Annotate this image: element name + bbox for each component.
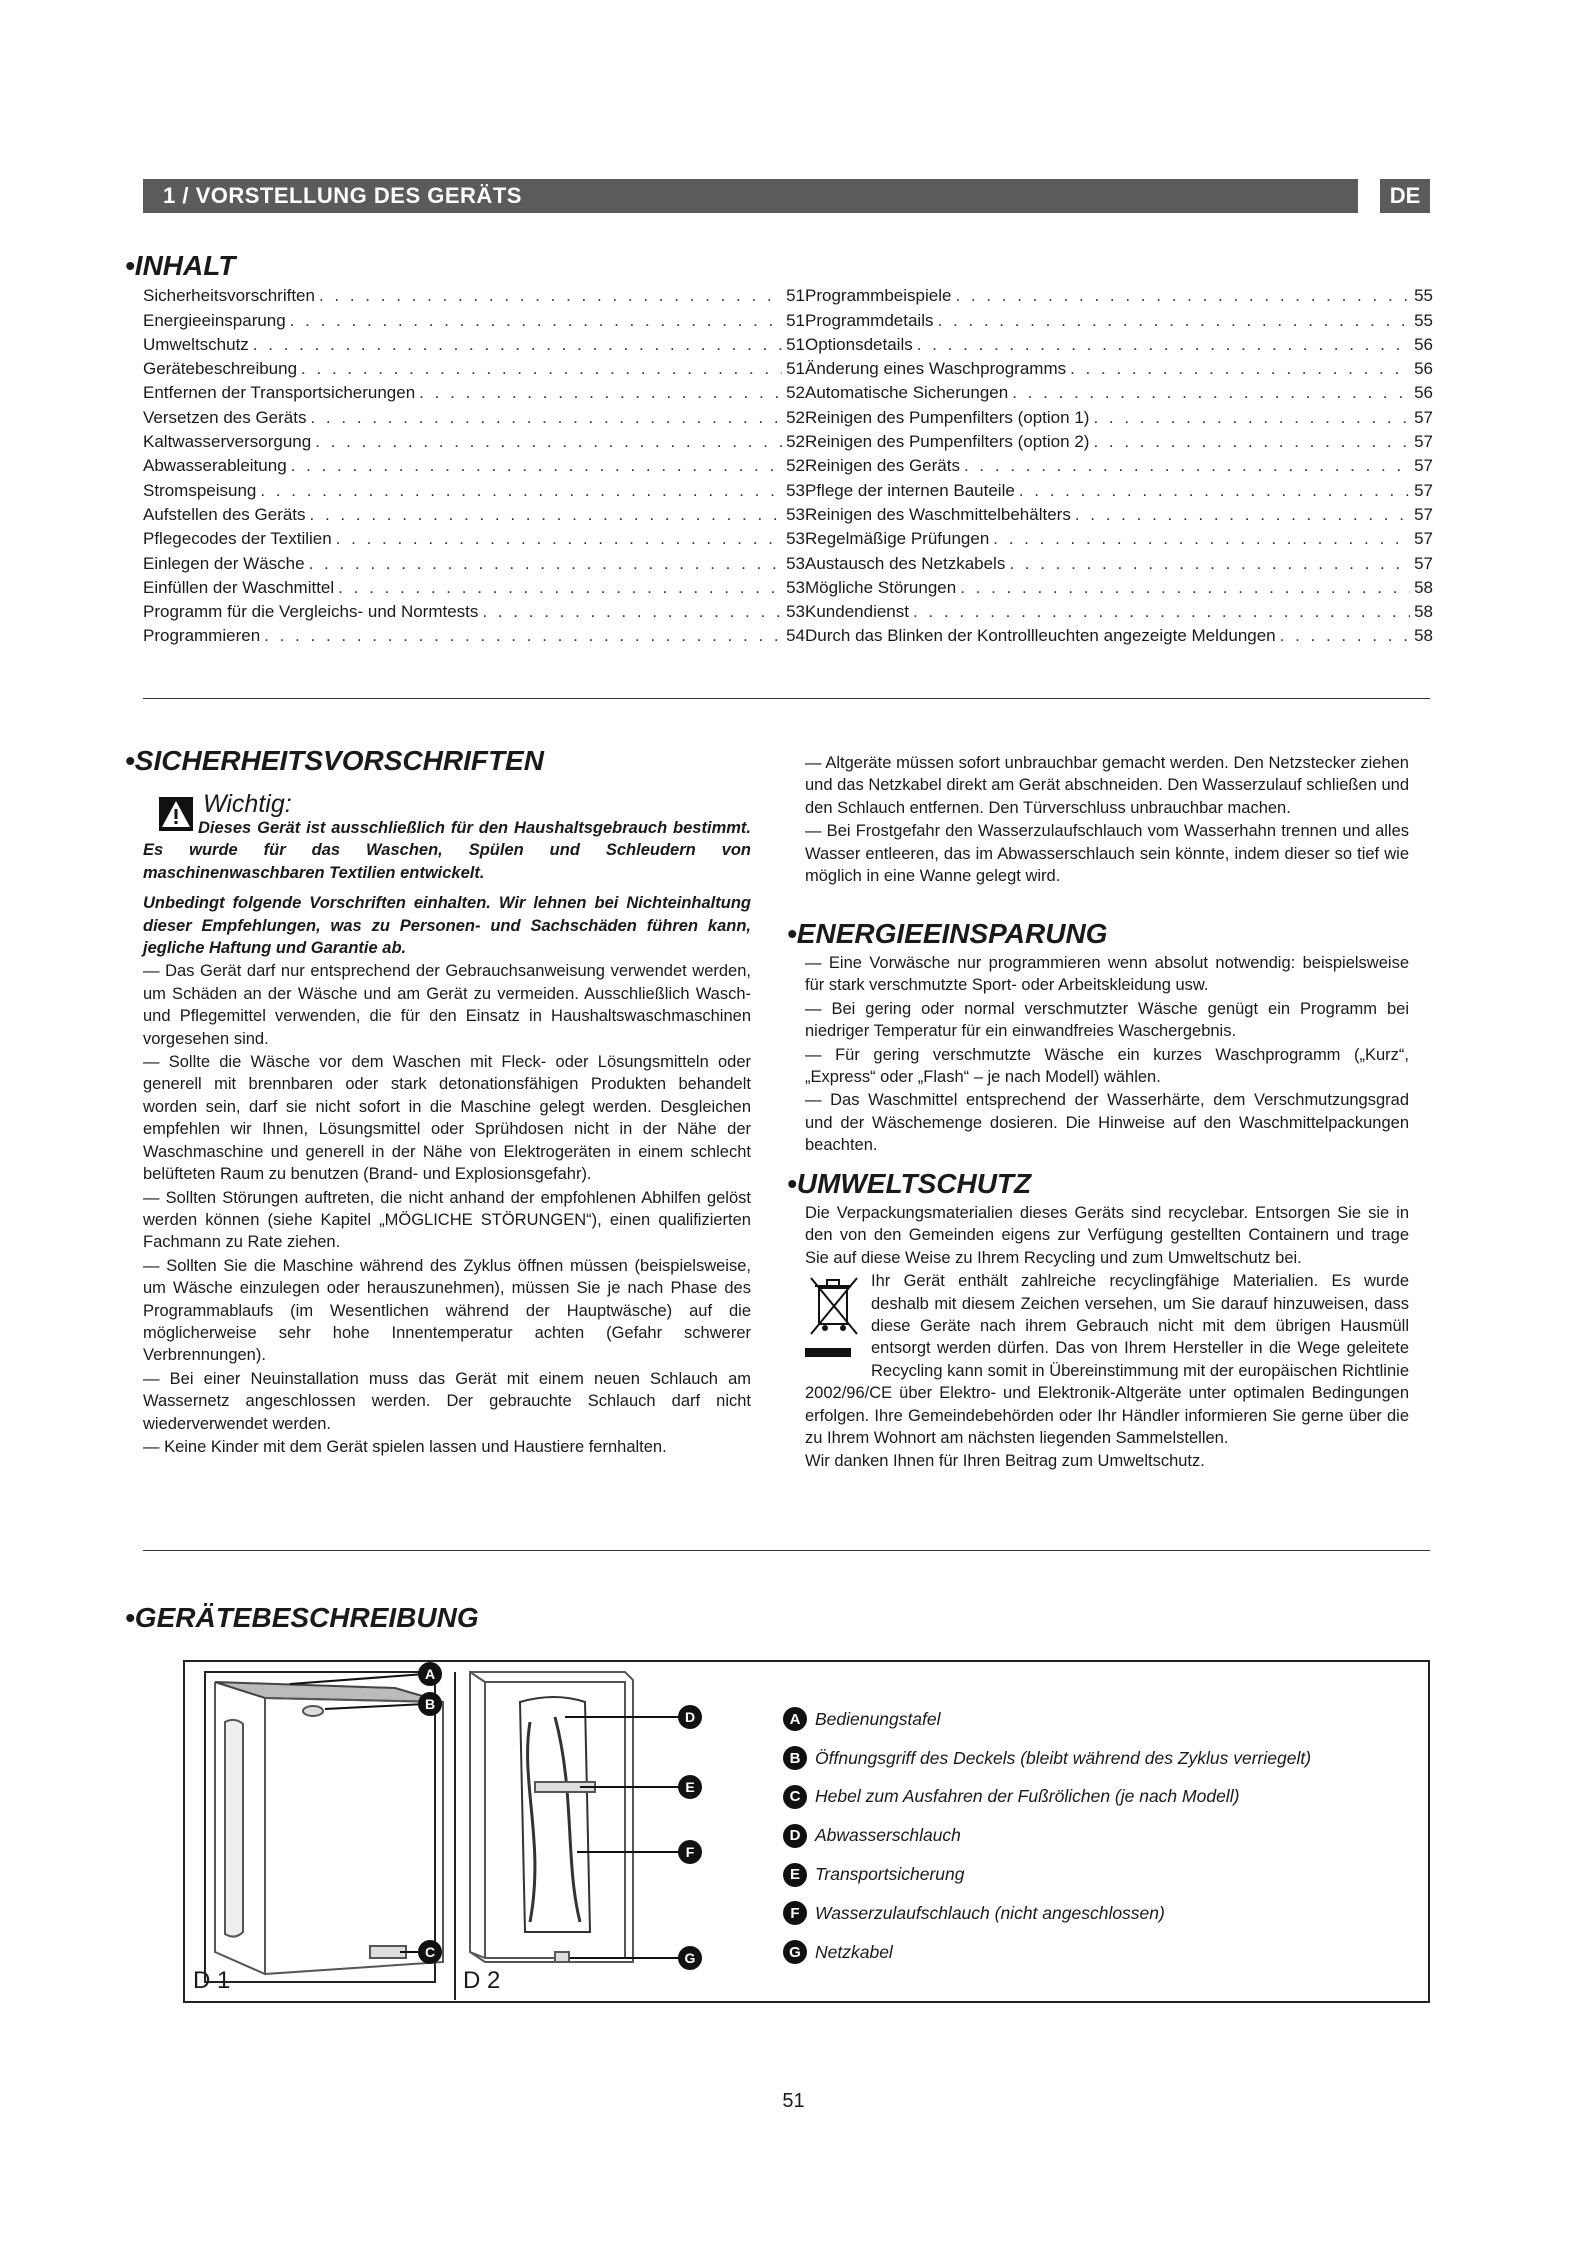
toc-leader-dots: [917, 335, 1410, 355]
callout-c: [400, 1940, 442, 1964]
warning-triangle-icon: [159, 797, 193, 831]
section-title-sicherheit: •SICHERHEITSVORSCHRIFTEN: [125, 745, 544, 776]
toc-leader-dots: [290, 311, 782, 331]
toc-entry-page: 52: [786, 383, 805, 403]
section-title-energie: •ENERGIEEINSPARUNG: [787, 918, 1108, 949]
toc-entry: [143, 355, 805, 379]
toc-entry: [805, 428, 1433, 452]
safety-paragraph: — Sollte die Wäsche vor dem Waschen mit Fleck- oder Lösungsmitteln oder generell mit brennbaren oder stark detonationsfähigen Produkten behandelt worden sein, darf sie nicht sofort in die Maschine gelegt werden. Desgleichen empfehlen wir Ihnen, Lösungsmittel oder Sprühdosen nicht in der Nähe der Waschmaschine und generell in der Nähe von Elektrogeräten in einem schlecht belüfteten Raum zu benutzen (Brand- und Explosionsgefahr).: [143, 1053, 751, 1184]
legend-item: [783, 1855, 1311, 1894]
chapter-header: 1 / VORSTELLUNG DES GERÄTS: [143, 179, 1358, 213]
toc-entry-label: Kundendienst: [805, 602, 909, 622]
legend-letter-badge: F: [783, 1901, 807, 1925]
legend-item-text: Wasserzulaufschlauch (nicht angeschlossen): [815, 1902, 1165, 1923]
toc-entry-page: 57: [1414, 504, 1433, 524]
toc-leader-dots: [419, 383, 782, 403]
svg-text:B: B: [424, 1696, 436, 1712]
toc-entry: [143, 525, 805, 549]
toc-entry: [143, 476, 805, 500]
toc-entry-label: Einlegen der Wäsche: [143, 553, 305, 573]
safety-paragraph: — Das Gerät darf nur entsprechend der Gebrauchsanweisung verwendet werden, um Schäden an der Wäsche und am Gerät zu vermeiden. Ausschließlich Wasch- und Pflegemittel verwenden, die für den Einsatz in Haushaltswaschmaschinen vorgesehen sind.: [143, 962, 751, 1048]
toc-entry: [805, 331, 1433, 355]
toc-entry-page: 51: [786, 334, 805, 354]
safety-paragraph: — Sollten Störungen auftreten, die nicht anhand der empfohlenen Abhilfen gelöst werden können (siehe Kapitel „MÖGLICHE STÖRUNGEN“), einen qualifizierten Fachmann zu Rate ziehen.: [143, 1188, 751, 1252]
toc-entry-label: Änderung eines Waschprogramms: [805, 359, 1067, 379]
toc-entry: [143, 306, 805, 330]
toc-leader-dots: [1075, 505, 1410, 525]
svg-text:E: E: [685, 1779, 695, 1795]
toc-entry-page: 58: [1414, 577, 1433, 597]
toc-entry-page: 53: [786, 577, 805, 597]
diagram-legend: [783, 1700, 1311, 1972]
environment-paragraph: Wir danken Ihnen für Ihren Beitrag zum Umweltschutz.: [805, 1452, 1205, 1471]
toc-entry: [805, 452, 1433, 476]
warning-title: Wichtig:: [203, 790, 292, 818]
toc-entry-page: 52: [786, 432, 805, 452]
toc-leader-dots: [291, 456, 782, 476]
svg-text:A: A: [424, 1666, 436, 1682]
toc-entry-page: 57: [1414, 432, 1433, 452]
toc-entry: [143, 282, 805, 306]
toc-leader-dots: [993, 529, 1410, 549]
section-title-inhalt: •INHALT: [125, 250, 236, 281]
toc-entry-page: 55: [1414, 310, 1433, 330]
section-title-umwelt: •UMWELTSCHUTZ: [787, 1168, 1032, 1199]
toc-entry-label: Reinigen des Geräts: [805, 456, 960, 476]
callout-f: [577, 1840, 702, 1864]
toc-leader-dots: [1070, 359, 1410, 379]
toc-entry-page: 53: [786, 602, 805, 622]
diagram-label-d2: D 2: [463, 1967, 501, 1994]
toc-entry-label: Regelmäßige Prüfungen: [805, 529, 990, 549]
toc-entry-label: Optionsdetails: [805, 334, 913, 354]
legend-letter-badge: E: [783, 1863, 807, 1887]
divider: [143, 698, 1430, 699]
energy-paragraph: — Für gering verschmutzte Wäsche ein kurzes Waschprogramm („Kurz“, „Express“ oder „Flash“ – je nach Modell) wählen.: [805, 1045, 1409, 1087]
toc-leader-dots: [1093, 408, 1410, 428]
toc-entry-page: 57: [1414, 553, 1433, 573]
toc-entry-page: 51: [786, 359, 805, 379]
toc-entry-label: Mögliche Störungen: [805, 577, 957, 597]
legend-item-text: Transportsicherung: [815, 1864, 965, 1885]
environment-paragraph: Ihr Gerät enthält zahlreiche recyclingfähige Materialien. Es wurde deshalb mit diesem Zeichen versehen, um Sie darauf hinzuweisen, dass diese Geräte nach ihrem Gebrauch nicht mit dem übrigen Hausmüll entsorgt werden dürfen. Das von Ihrem Hersteller in die Wege geleitete Recycling kann somit in Übereinstimmung mit der europäischen Richtlinie 2002/96/CE über Elektro- und Elektronik-Altgeräte unter optimalen Bedingungen erfolgen. Ihre Gemeindebehörden oder Ihr Händler informieren Sie gerne über die zu Ihrem Wohnort am nächsten liegenden Sammelstellen.: [805, 1272, 1409, 1448]
toc-entry: [805, 476, 1433, 500]
weee-bin-icon: [805, 1272, 863, 1360]
toc-leader-dots: [964, 456, 1410, 476]
toc-entry-page: 53: [786, 529, 805, 549]
toc-entry-label: Energieeinsparung: [143, 310, 286, 330]
toc-entry: [805, 549, 1433, 573]
toc-entry-page: 57: [1414, 407, 1433, 427]
toc-entry-label: Reinigen des Pumpenfilters (option 1): [805, 407, 1090, 427]
toc-entry-label: Pflege der internen Bauteile: [805, 480, 1015, 500]
legend-letter-badge: A: [783, 1707, 807, 1731]
svg-text:G: G: [684, 1950, 696, 1966]
environment-column: [805, 1202, 1409, 1474]
toc-leader-dots: [1009, 554, 1410, 574]
diagram-label-d1: D 1: [193, 1967, 231, 1994]
toc-entry: [805, 306, 1433, 330]
safety-paragraph: — Sollten Sie die Maschine während des Zyklus öffnen müssen (beispielsweise, um Wäsche einzulegen oder herauszunehmen), müssen Sie je nach Phase des Programmablaufs (im Wesentlichen während der Hauptwäsche) auf die möglicherweise sehr hohe Innentemperatur achten (Gefahr schwerer Verbrennungen).: [143, 1256, 751, 1365]
toc-entry-label: Programmieren: [143, 626, 261, 646]
warning-text-2: Unbedingt folgende Vorschriften einhalten. Wir lehnen bei Nichteinhaltung dieser Empfehlungen, was zu Personen- und Sachschäden führen kann, jegliche Haftung und Garantie ab.: [143, 894, 751, 958]
toc-entry: [143, 428, 805, 452]
environment-paragraph: Die Verpackungsmaterialien dieses Geräts sind recyclebar. Entsorgen Sie sie in den von den Gemeinden eigens zur Verfügung gestellten Containern und trage Sie auf diese Weise zu Ihrem Recycling und zum Umweltschutz bei.: [805, 1204, 1409, 1267]
toc-entry: [805, 379, 1433, 403]
legend-item: [783, 1700, 1311, 1739]
toc-entry-label: Aufstellen des Geräts: [143, 504, 306, 524]
toc-entry: [143, 379, 805, 403]
toc-entry-label: Entfernen der Transportsicherungen: [143, 383, 416, 403]
toc-entry-label: Automatische Sicherungen: [805, 383, 1009, 403]
callout-e: [580, 1775, 702, 1799]
svg-text:F: F: [685, 1844, 695, 1860]
toc-leader-dots: [260, 481, 782, 501]
toc-leader-dots: [955, 286, 1410, 306]
svg-text:D: D: [684, 1709, 696, 1725]
toc-entry: [143, 549, 805, 573]
toc-entry-page: 52: [786, 407, 805, 427]
toc-entry: [143, 574, 805, 598]
toc-entry-page: 56: [1414, 383, 1433, 403]
toc-entry-page: 57: [1414, 529, 1433, 549]
page-number: 51: [782, 2090, 805, 2112]
toc-leader-dots: [336, 529, 782, 549]
legend-item: [783, 1816, 1311, 1855]
machine-front-view: [205, 1672, 443, 1982]
safety-column-right: [805, 752, 1409, 888]
toc-entry: [805, 622, 1433, 646]
toc-entry: [805, 282, 1433, 306]
toc-entry-page: 54: [786, 626, 805, 646]
toc-entry-page: 58: [1414, 626, 1433, 646]
toc-entry: [805, 574, 1433, 598]
toc-entry: [805, 403, 1433, 427]
language-badge: DE: [1380, 179, 1430, 213]
toc-entry-label: Pflegecodes der Textilien: [143, 529, 332, 549]
toc-entry-label: Stromspeisung: [143, 480, 257, 500]
legend-letter-badge: D: [783, 1824, 807, 1848]
toc-entry-page: 56: [1414, 334, 1433, 354]
warning-text: Dieses Gerät ist ausschließlich für den Haushaltsgebrauch bestimmt. Es wurde für das Waschen, Spülen und Schleudern von maschinenwaschbaren Textilien entwickelt.: [143, 819, 751, 882]
toc-entry: [805, 525, 1433, 549]
toc-entry-page: 56: [1414, 359, 1433, 379]
legend-letter-badge: G: [783, 1940, 807, 1964]
legend-item-text: Öffnungsgriff des Deckels (bleibt während des Zyklus verriegelt): [815, 1747, 1312, 1768]
toc-leader-dots: [310, 505, 783, 525]
toc-leader-dots: [253, 335, 782, 355]
safety-paragraph: — Altgeräte müssen sofort unbrauchbar gemacht werden. Den Netzstecker ziehen und das Netzkabel direkt am Gerät abschneiden. Den Wasserzulauf schließen und den Schlauch entfernen. Den Türverschluss unbrauchbar machen.: [805, 754, 1409, 817]
toc-entry-page: 51: [786, 310, 805, 330]
toc-entry: [805, 355, 1433, 379]
toc-entry-page: 53: [786, 553, 805, 573]
safety-paragraph: — Bei Frostgefahr den Wasserzulaufschlauch vom Wasserhahn trennen und alles Wasser entleeren, das im Abwasserschlauch sein könnte, indem dieser so tief wie möglich in eine Wanne gelegt wird.: [805, 822, 1409, 886]
toc-entry-label: Abwasserableitung: [143, 456, 287, 476]
warning-heading: [143, 790, 751, 831]
safety-paragraph: — Bei einer Neuinstallation muss das Gerät mit einem neuen Schlauch am Wassernetz angeschlossen werden. Der gebrauchte Schlauch darf nicht wiederverwendet werden.: [143, 1369, 751, 1433]
toc-leader-dots: [301, 359, 782, 379]
legend-item-text: Abwasserschlauch: [815, 1825, 961, 1846]
toc-entry: [143, 501, 805, 525]
toc-leader-dots: [1280, 626, 1410, 646]
toc-entry: [143, 452, 805, 476]
toc-leader-dots: [1093, 432, 1410, 452]
toc-leader-dots: [960, 578, 1410, 598]
legend-item-text: Netzkabel: [815, 1941, 893, 1962]
toc-leader-dots: [319, 286, 782, 306]
svg-text:C: C: [424, 1944, 436, 1960]
toc-entry-page: 58: [1414, 602, 1433, 622]
toc-entry-page: 55: [1414, 286, 1433, 306]
legend-item: [783, 1894, 1311, 1933]
toc-entry: [805, 501, 1433, 525]
toc-entry-label: Programm für die Vergleichs- und Normtests: [143, 602, 479, 622]
divider: [143, 1550, 1430, 1551]
legend-item: [783, 1933, 1311, 1972]
toc-entry-page: 53: [786, 504, 805, 524]
toc-entry-label: Reinigen des Waschmittelbehälters: [805, 504, 1071, 524]
energy-column: [805, 952, 1409, 1158]
safety-column-left: [143, 790, 751, 1459]
toc-entry: [143, 331, 805, 355]
toc-left-column: [143, 282, 805, 646]
legend-item: [783, 1739, 1311, 1778]
toc-leader-dots: [1019, 481, 1410, 501]
legend-item-text: Hebel zum Ausfahren der Fußrölichen (je nach Modell): [815, 1786, 1240, 1807]
toc-entry-label: Einfüllen der Waschmittel: [143, 577, 335, 597]
toc-leader-dots: [482, 602, 782, 622]
toc-entry-page: 53: [786, 480, 805, 500]
toc-entry-page: 57: [1414, 480, 1433, 500]
toc-entry-label: Programmdetails: [805, 310, 934, 330]
toc-leader-dots: [310, 408, 782, 428]
toc-entry: [143, 403, 805, 427]
toc-entry-label: Umweltschutz: [143, 334, 249, 354]
safety-paragraph: — Keine Kinder mit dem Gerät spielen lassen und Haustiere fernhalten.: [143, 1437, 667, 1456]
toc-entry: [143, 598, 805, 622]
toc-entry-label: Gerätebeschreibung: [143, 359, 298, 379]
toc-entry: [143, 622, 805, 646]
callout-g: [570, 1946, 702, 1970]
legend-letter-badge: B: [783, 1746, 807, 1770]
toc-leader-dots: [309, 554, 782, 574]
toc-leader-dots: [315, 432, 782, 452]
toc-right-column: [805, 282, 1433, 646]
machine-back-view: [470, 1672, 633, 1962]
toc-entry-label: Programmbeispiele: [805, 286, 952, 306]
toc-leader-dots: [264, 626, 782, 646]
toc-leader-dots: [938, 311, 1411, 331]
toc-leader-dots: [1012, 383, 1410, 403]
toc-entry-label: Versetzen des Geräts: [143, 407, 307, 427]
toc-entry-label: Reinigen des Pumpenfilters (option 2): [805, 432, 1090, 452]
energy-paragraph: — Eine Vorwäsche nur programmieren wenn absolut notwendig: beispielsweise für stark verschmutzte Sport- oder Arbeitskleidung usw.: [805, 954, 1409, 995]
toc-entry-label: Sicherheitsvorschriften: [143, 286, 315, 306]
toc-entry: [805, 598, 1433, 622]
legend-item-text: Bedienungstafel: [815, 1708, 941, 1729]
energy-paragraph: — Das Waschmittel entsprechend der Wasserhärte, dem Verschmutzungsgrad und der Wäschemenge dosieren. Die Hinweise auf den Waschmittelpackungen beachten.: [805, 1091, 1409, 1155]
legend-item: [783, 1778, 1311, 1817]
toc-entry-label: Durch das Blinken der Kontrollleuchten angezeigte Meldungen: [805, 626, 1276, 646]
section-title-geraete: •GERÄTEBESCHREIBUNG: [125, 1602, 479, 1633]
toc-leader-dots: [913, 602, 1410, 622]
toc-entry-label: Kaltwasserversorgung: [143, 432, 312, 452]
toc-entry-page: 52: [786, 456, 805, 476]
toc-entry-page: 51: [786, 286, 805, 306]
toc-leader-dots: [338, 578, 782, 598]
energy-paragraph: — Bei gering oder normal verschmutzter Wäsche genügt ein Programm bei niedriger Temperatur für ein einwandfreies Waschergebnis.: [805, 999, 1409, 1041]
legend-letter-badge: C: [783, 1785, 807, 1809]
callout-a: [290, 1662, 442, 1686]
toc-entry-label: Austausch des Netzkabels: [805, 553, 1006, 573]
toc-entry-page: 57: [1414, 456, 1433, 476]
